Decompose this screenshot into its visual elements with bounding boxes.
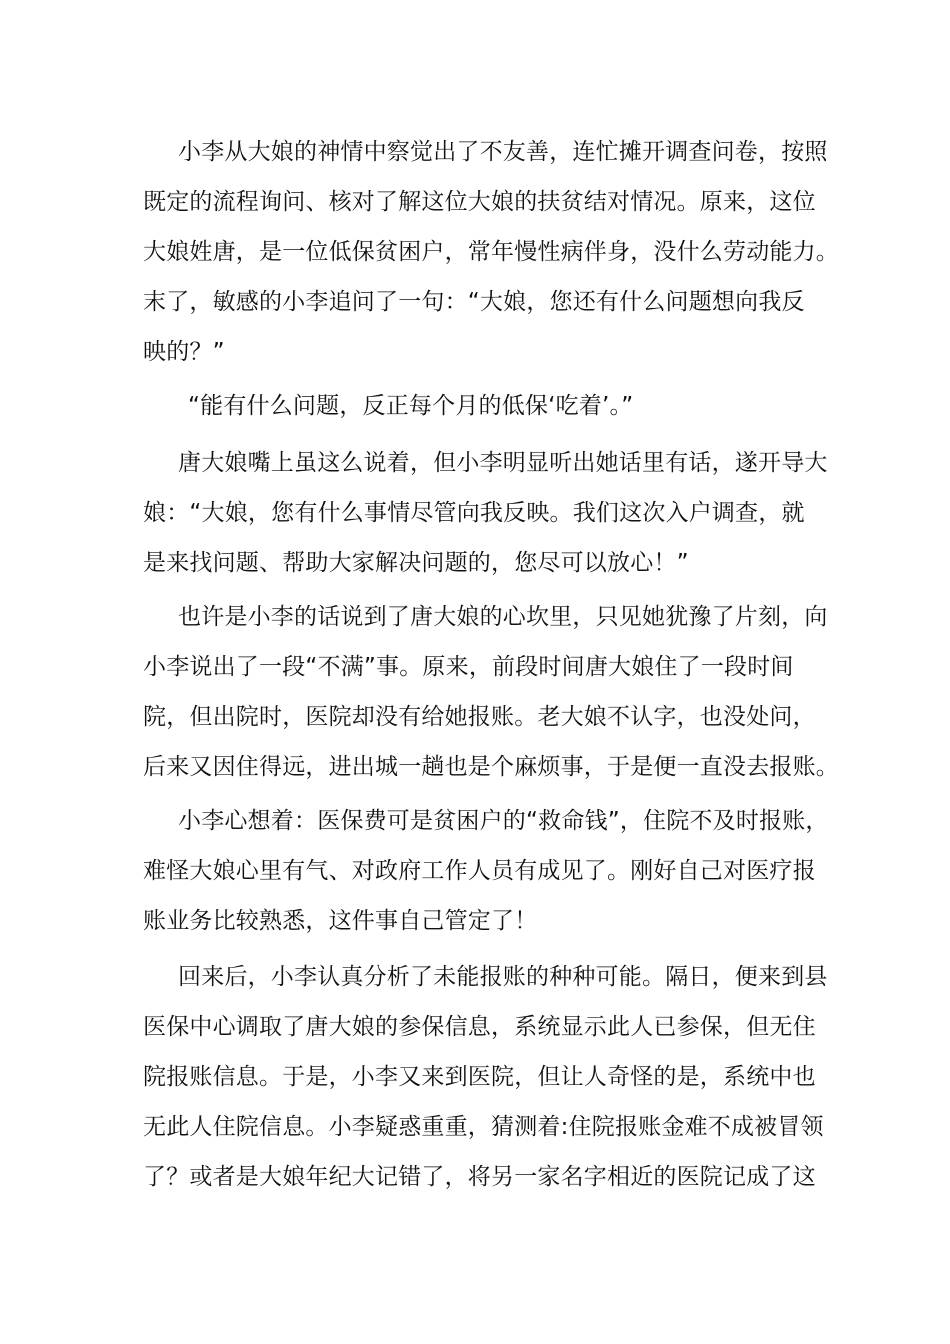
text-line: 小李从大娘的神情中察觉出了不友善，连忙摊开调查问卷，按照	[178, 139, 828, 165]
text-line: 账业务比较熟悉，这件事自己管定了！	[143, 908, 538, 934]
text-line: “能有什么问题，反正每个月的低保‘吃着’。”	[188, 393, 634, 419]
text-line: 小李说出了一段“不满”事。原来，前段时间唐大娘住了一段时间	[143, 654, 794, 680]
text-line: 了？或者是大娘年纪大记错了，将另一家名字相近的医院记成了这	[143, 1164, 816, 1190]
text-line: 也许是小李的话说到了唐大娘的心坎里，只见她犹豫了片刻，向	[178, 604, 828, 630]
text-line: 映的？”	[143, 339, 225, 365]
text-line: 末了，敏感的小李追问了一句：“大娘，您还有什么问题想向我反	[143, 289, 805, 315]
text-line: 唐大娘嘴上虽这么说着，但小李明显听出她话里有话，遂开导大	[178, 450, 828, 476]
text-line: 娘：“大娘，您有什么事情尽管向我反映。我们这次入户调查，就	[143, 500, 805, 526]
text-line: 是来找问题、帮助大家解决问题的，您尽可以放心！”	[143, 550, 689, 576]
text-line: 院报账信息。于是，小李又来到医院，但让人奇怪的是，系统中也	[143, 1064, 816, 1090]
text-line: 大娘姓唐，是一位低保贫困户，常年慢性病伴身，没什么劳动能力。	[143, 239, 839, 265]
text-line: 无此人住院信息。小李疑惑重重，猜测着:住院报账金难不成被冒领	[143, 1114, 824, 1140]
text-line: 院，但出院时，医院却没有给她报账。老大娘不认字，也没处问，	[143, 704, 816, 730]
text-line: 回来后，小李认真分析了未能报账的种种可能。隔日，便来到县	[178, 964, 828, 990]
text-line: 后来又因住得远，进出城一趟也是个麻烦事，于是便一直没去报账。	[143, 754, 839, 780]
text-line: 既定的流程询问、核对了解这位大娘的扶贫结对情况。原来，这位	[143, 189, 816, 215]
text-line: 小李心想着：医保费可是贫困户的“救命钱”，住院不及时报账，	[178, 808, 829, 834]
text-line: 难怪大娘心里有气、对政府工作人员有成见了。刚好自己对医疗报	[143, 858, 816, 884]
text-line: 医保中心调取了唐大娘的参保信息，系统显示此人已参保，但无住	[143, 1014, 816, 1040]
